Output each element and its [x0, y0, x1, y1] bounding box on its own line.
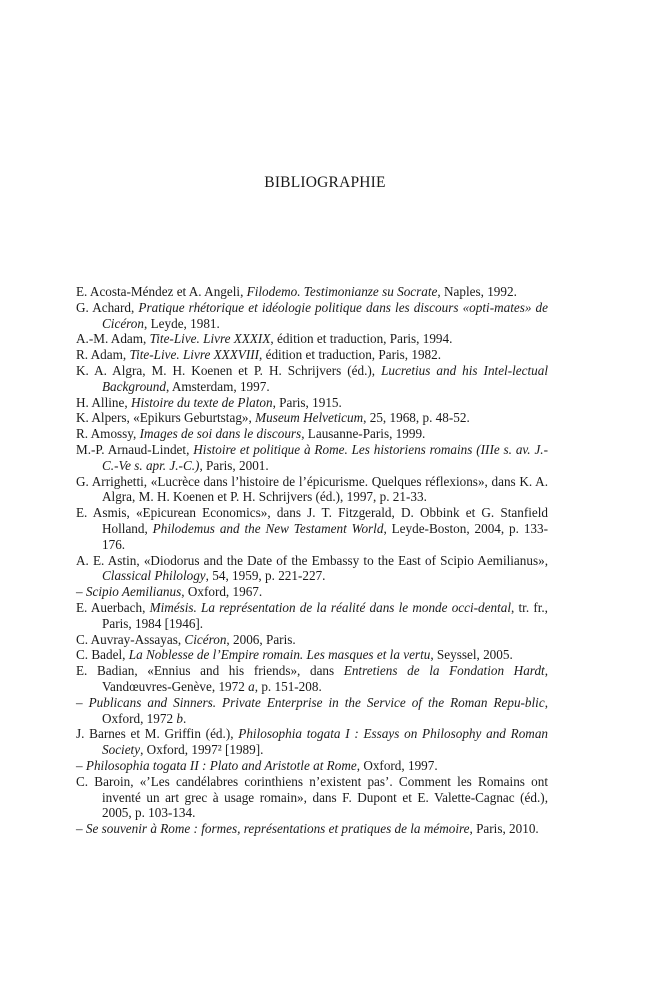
entry-text: , Paris, 1915. [272, 394, 342, 410]
bibliography-entry [76, 426, 548, 442]
entry-text: G. Achard, [76, 299, 139, 315]
entry-text: A.-M. Adam, [76, 331, 150, 347]
entry-italic-text: Classical Philology [102, 568, 206, 584]
bibliography-list [76, 284, 548, 837]
entry-text: , 54, 1959, p. 221-227. [205, 568, 326, 584]
entry-text: – [76, 694, 89, 710]
entry-text: , Oxford, 1997² [1989]. [140, 742, 264, 758]
entry-italic-text: Philodemus and the New Testament World [152, 520, 384, 536]
entry-italic-text: Philosophia togata II : Plato and Aristotle at Rome [85, 757, 357, 773]
entry-text: , Vandœuvres-Genève, 1972 [102, 663, 548, 694]
entry-text: R. Amossy, [76, 426, 140, 442]
entry-italic-text: Philosophia togata I : Essays on Philosophy and Roman Society [102, 726, 549, 758]
entry-text: K. A. Algra, M. H. Koenen et P. H. Schrijvers (éd.), [76, 362, 382, 378]
entry-text: – [76, 821, 86, 837]
entry-text: J. Barnes et M. Griffin (éd.), [76, 726, 239, 742]
bibliography-entry [76, 584, 548, 600]
entry-text: , 25, 1968, p. 48-52. [363, 410, 470, 426]
entry-italic-text: Se souvenir à Rome : formes, représentations et pratiques de la mémoire [85, 821, 470, 837]
entry-text: , Oxford, 1972 [102, 694, 548, 726]
entry-text: , 2006, Paris. [226, 631, 296, 647]
bibliography-entry [76, 632, 548, 648]
entry-italic-text: Museum Helveticum [255, 410, 364, 426]
entry-text: A. E. Astin, «Diodorus and the Date of the Embassy to the East of Scipio Aemilianus», [76, 552, 548, 568]
entry-italic-text: b [176, 710, 183, 726]
entry-text: , Amsterdam, 1997. [165, 378, 270, 394]
entry-text: C. Badel, [76, 647, 129, 663]
entry-text: , édition et traduction, Paris, 1982. [259, 347, 442, 363]
entry-text: , Paris, 2001. [199, 457, 269, 473]
entry-text: , Naples, 1992. [437, 284, 517, 299]
entry-text: , tr. fr., Paris, 1984 [1946]. [102, 599, 548, 631]
entry-text: M.-P. Arnaud-Lindet, [76, 441, 194, 457]
entry-text: , p. 151-208. [254, 678, 322, 694]
bibliography-entry [76, 600, 548, 632]
bibliography-entry [76, 347, 548, 363]
entry-text: E. Acosta-Méndez et A. Angeli, [76, 284, 247, 299]
entry-italic-text: Tite-Live. Livre XXXIX [149, 331, 271, 347]
entry-text: , Seyssel, 2005. [430, 647, 513, 663]
entry-italic-text: Histoire du texte de Platon [130, 394, 273, 410]
entry-text: E. Auerbach, [76, 599, 150, 615]
entry-text: H. Alline, [76, 394, 131, 410]
entry-text: , Lausanne-Paris, 1999. [301, 426, 426, 442]
entry-text: C. Baroin, «’Les candélabres corinthiens n’existent pas’. Comment les Romains ont inventé un art grec à usage romain», dans F. Dupont et E. Valette-Cagnac (éd.), 2005, p. 103-134. [76, 773, 548, 821]
bibliography-entry [76, 774, 548, 821]
bibliography-entry [76, 284, 548, 300]
entry-italic-text: Filodemo. Testimonianze su Socrate [246, 284, 438, 299]
bibliography-entry [76, 647, 548, 663]
entry-italic-text: Tite-Live. Livre XXXVIII [129, 347, 260, 363]
page-title: BIBLIOGRAPHIE [264, 174, 386, 191]
entry-italic-text: Cicéron [184, 631, 227, 647]
entry-text: G. Arrighetti, «Lucrèce dans l’histoire de l’épicurisme. Quelques réflexions», dans K. A. Algra, M. H. Koenen et P. H. Schrijvers (éd.), 1997, p. 21-33. [76, 473, 548, 505]
entry-italic-text: Entretiens de la Fondation Hardt [343, 663, 545, 679]
entry-text: E. Asmis, «Epicurean Economics», dans J. T. Fitzgerald, D. Obbink et G. Stanfield Holland, [76, 505, 548, 536]
entry-italic-text: Scipio Aemilianus [85, 584, 182, 600]
entry-text: K. Alpers, «Epikurs Geburtstag», [76, 410, 256, 426]
entry-italic-text: La Noblesse de l’Empire romain. Les masques et la vertu [128, 647, 431, 663]
entry-text: , Leyde, 1981. [144, 315, 220, 331]
entry-italic-text: Lucretius and his Intel-lectual Background [102, 362, 548, 394]
entry-text: , Paris, 2010. [469, 821, 539, 837]
bibliography-entry [76, 553, 548, 585]
bibliography-entry [76, 300, 548, 332]
entry-italic-text: Histoire et politique à Rome. Les historiens romains (IIIe s. av. J.-C.-Ve s. apr. J.-C.) [102, 441, 548, 473]
entry-text: . [182, 710, 187, 726]
entry-italic-text: Images de soi dans le discours [139, 426, 302, 442]
bibliography-entry [76, 695, 548, 727]
bibliography-entry [76, 410, 548, 426]
bibliography-entry [76, 758, 548, 774]
entry-italic-text: a [248, 678, 255, 694]
bibliography-entry [76, 663, 548, 695]
entry-text: , Leyde-Boston, 2004, p. 133-176. [102, 520, 548, 552]
bibliography-entry [76, 505, 548, 552]
entry-italic-text: Pratique rhétorique et idéologie politique dans les discours «opti-mates» de Cicéron [102, 299, 549, 331]
bibliography-entry [76, 331, 548, 347]
entry-italic-text: Publicans and Sinners. Private Enterprise in the Service of the Roman Repu-blic [88, 694, 545, 710]
entry-text: C. Auvray-Assayas, [76, 631, 185, 647]
entry-text: R. Adam, [76, 347, 130, 363]
entry-text: , Oxford, 1967. [181, 584, 263, 600]
entry-text: , Oxford, 1997. [356, 757, 438, 773]
entry-text: E. Badian, «Ennius and his friends», dans [76, 663, 344, 679]
entry-italic-text: Mimésis. La représentation de la réalité dans le monde occi-dental [149, 599, 512, 615]
bibliography-entry [76, 474, 548, 506]
bibliography-entry [76, 363, 548, 395]
entry-text: – [76, 584, 86, 600]
bibliography-entry [76, 442, 548, 474]
bibliography-entry [76, 726, 548, 758]
bibliography-entry [76, 821, 548, 837]
bibliography-entry [76, 395, 548, 411]
entry-text: , édition et traduction, Paris, 1994. [270, 331, 453, 347]
entry-text: – [76, 757, 86, 773]
